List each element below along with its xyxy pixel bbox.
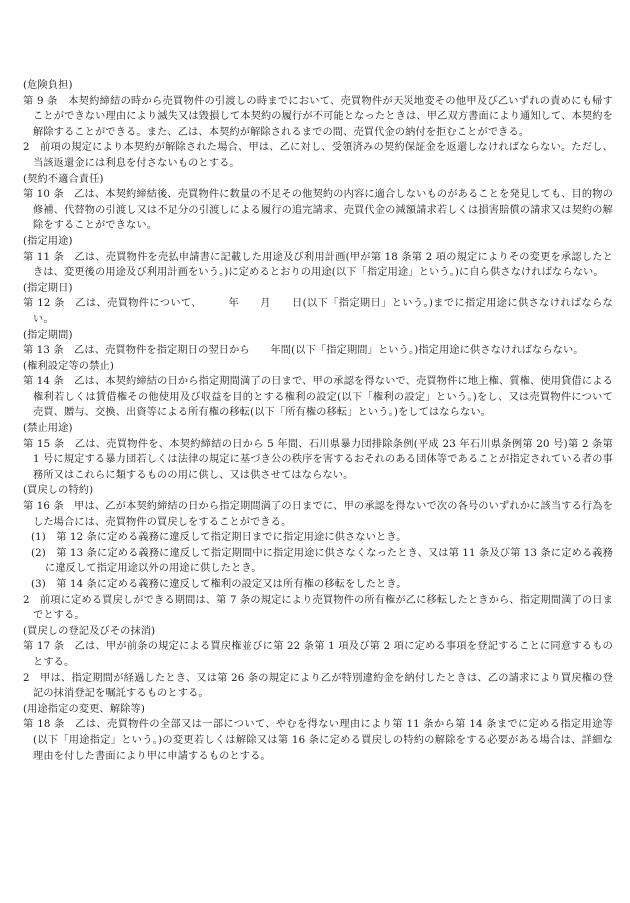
article-16-item-3: (3) 第 14 条に定める義務に違反して権利の設定又は所有権の移転をしたとき。 [31, 579, 407, 590]
section-heading: (買戻しの登記及びその抹消) [23, 625, 156, 637]
article-10: 第 10 条 乙は、本契約締結後、売買物件に数量の不足その他契約の内容に適合しないものがあることを発見しても、目的物の修補、代替物の引渡し又は不足分の引渡しによる履行の追完請求、売買代金の減額請求若しくは損害賠償の請求又は契約の解除をすることができない。 [23, 189, 613, 232]
article-13: 第 13 条 乙は、売買物件を指定期日の翌日から 年間(以下「指定期間」という。)指定用途に供さなければならない。 [23, 345, 584, 357]
section-prohibited-use [23, 421, 613, 483]
section-heading: (買戻しの特約) [23, 485, 94, 497]
section-heading: (契約不適合責任) [23, 173, 104, 185]
article-17-paragraph-2: 2 甲は、指定期間が経過したとき、又は第 26 条の規定により乙が特別違約金を納付したときは、乙の請求により買戻権の登記の抹消登記を嘱託するものとする。 [23, 672, 613, 700]
section-heading: (危険負担) [23, 80, 73, 91]
section-repurchase-registration [23, 624, 613, 702]
article-16-item-1: (1) 第 12 条に定める義務に違反して指定期日までに指定用途に供さないとき。 [31, 532, 407, 544]
article-16-item-2: (2) 第 13 条に定める義務に違反して指定期間中に指定用途に供さなくなったとき、又は第 11 条及び第 13 条に定める義務に違反して指定用途以外の用途に供したとき。 [31, 547, 613, 575]
section-repurchase-clause [23, 483, 613, 623]
section-nonconformity-liability [23, 172, 613, 234]
article-15: 第 15 条 乙は、売買物件を、本契約締結の日から 5 年間、石川県暴力団排除条例(平成 23 年石川県条例第 20 号)第 2 条第 1 号に規定する暴力団若しくは法律の規定に基づき公の秩序を害するおそれのある団体等であることが指定されている者の事務所又はこれらに類するものの用に供し、又は供させてはならない。 [23, 438, 613, 481]
section-designated-date [23, 281, 613, 328]
article-17: 第 17 条 乙は、甲が前条の規定による買戻権並びに第 22 条第 1 項及び第 2 項に定める事項を登記することに同意するものとする。 [23, 641, 613, 668]
article-9: 第 9 条 本契約締結の時から売買物件の引渡しの時までにおいて、売買物件が天災地変その他甲及び乙いずれの責めにも帰すことができない理由により滅失又は毀損して本契約の履行が不可能となったときは、甲乙双方書面により通知して、本契約を解除することができる。また、乙は、本契約が解除されるまでの間、売買代金の納付を拒むことができる。 [23, 95, 613, 138]
section-risk-burden [23, 78, 613, 172]
article-9-paragraph-2: 2 前項の規定により本契約が解除された場合、甲は、乙に対し、受領済みの契約保証金を返還しなければならない。ただし、当該返還金には利息を付さないものとする。 [23, 142, 613, 169]
article-16: 第 16 条 甲は、乙が本契約締結の日から指定期間満了の日までに、甲の承認を得ないで次の各号のいずれかに該当する行為をした場合には、売買物件の買戻しをすることができる。 [23, 501, 613, 528]
article-11: 第 11 条 乙は、売買物件を売払申請書に記載した用途及び利用計画(甲が第 18 条第 2 項の規定によりその変更を承認したときは、変更後の用途及び利用計画をいう。)に定めるとおりの用途(以下「指定用途」という。)に自ら供さなければならない。 [23, 251, 613, 279]
section-heading: (指定期間) [23, 329, 73, 341]
section-heading: (禁止用途) [23, 423, 73, 435]
contract-document [23, 78, 613, 764]
article-14: 第 14 条 乙は、本契約締結の日から指定期間満了の日まで、甲の承認を得ないで、売買物件に地上権、質権、使用貸借による権利若しくは賃借権その他使用及び収益を目的とする権利の設定(以下「権利の設定」という。)をし、又は売買物件について売買、贈与、交換、出資等による所有権の移転(以下「所有権の移転」という。)をしてはならない。 [23, 376, 613, 419]
section-heading: (権利設定等の禁止) [23, 360, 114, 372]
section-heading: (指定期日) [23, 282, 73, 294]
section-heading: (用途指定の変更、解除等) [23, 703, 145, 715]
section-designated-period [23, 328, 613, 359]
section-rights-prohibition [23, 359, 613, 421]
section-heading: (指定用途) [23, 235, 73, 247]
section-use-designation-change [23, 702, 613, 764]
article-18: 第 18 条 乙は、売買物件の全部又は一部について、やむを得ない理由により第 11 条から第 14 条までに定める指定用途等(以下「用途指定」という。)の変更若しくは解除又は第 16 条に定める買戻しの特約の解除をする必要がある場合は、詳細な理由を付した書面により甲に申請するものとする。 [23, 719, 613, 762]
article-12: 第 12 条 乙は、売買物件について、 年 月 日(以下「指定期日」という。)までに指定用途に供さなければならない。 [23, 298, 613, 325]
article-16-paragraph-2: 2 前項に定める買戻しができる期間は、第 7 条の規定により売買物件の所有権が乙に移転したときから、指定期間満了の日までとする。 [23, 594, 613, 622]
section-designated-use [23, 234, 613, 281]
